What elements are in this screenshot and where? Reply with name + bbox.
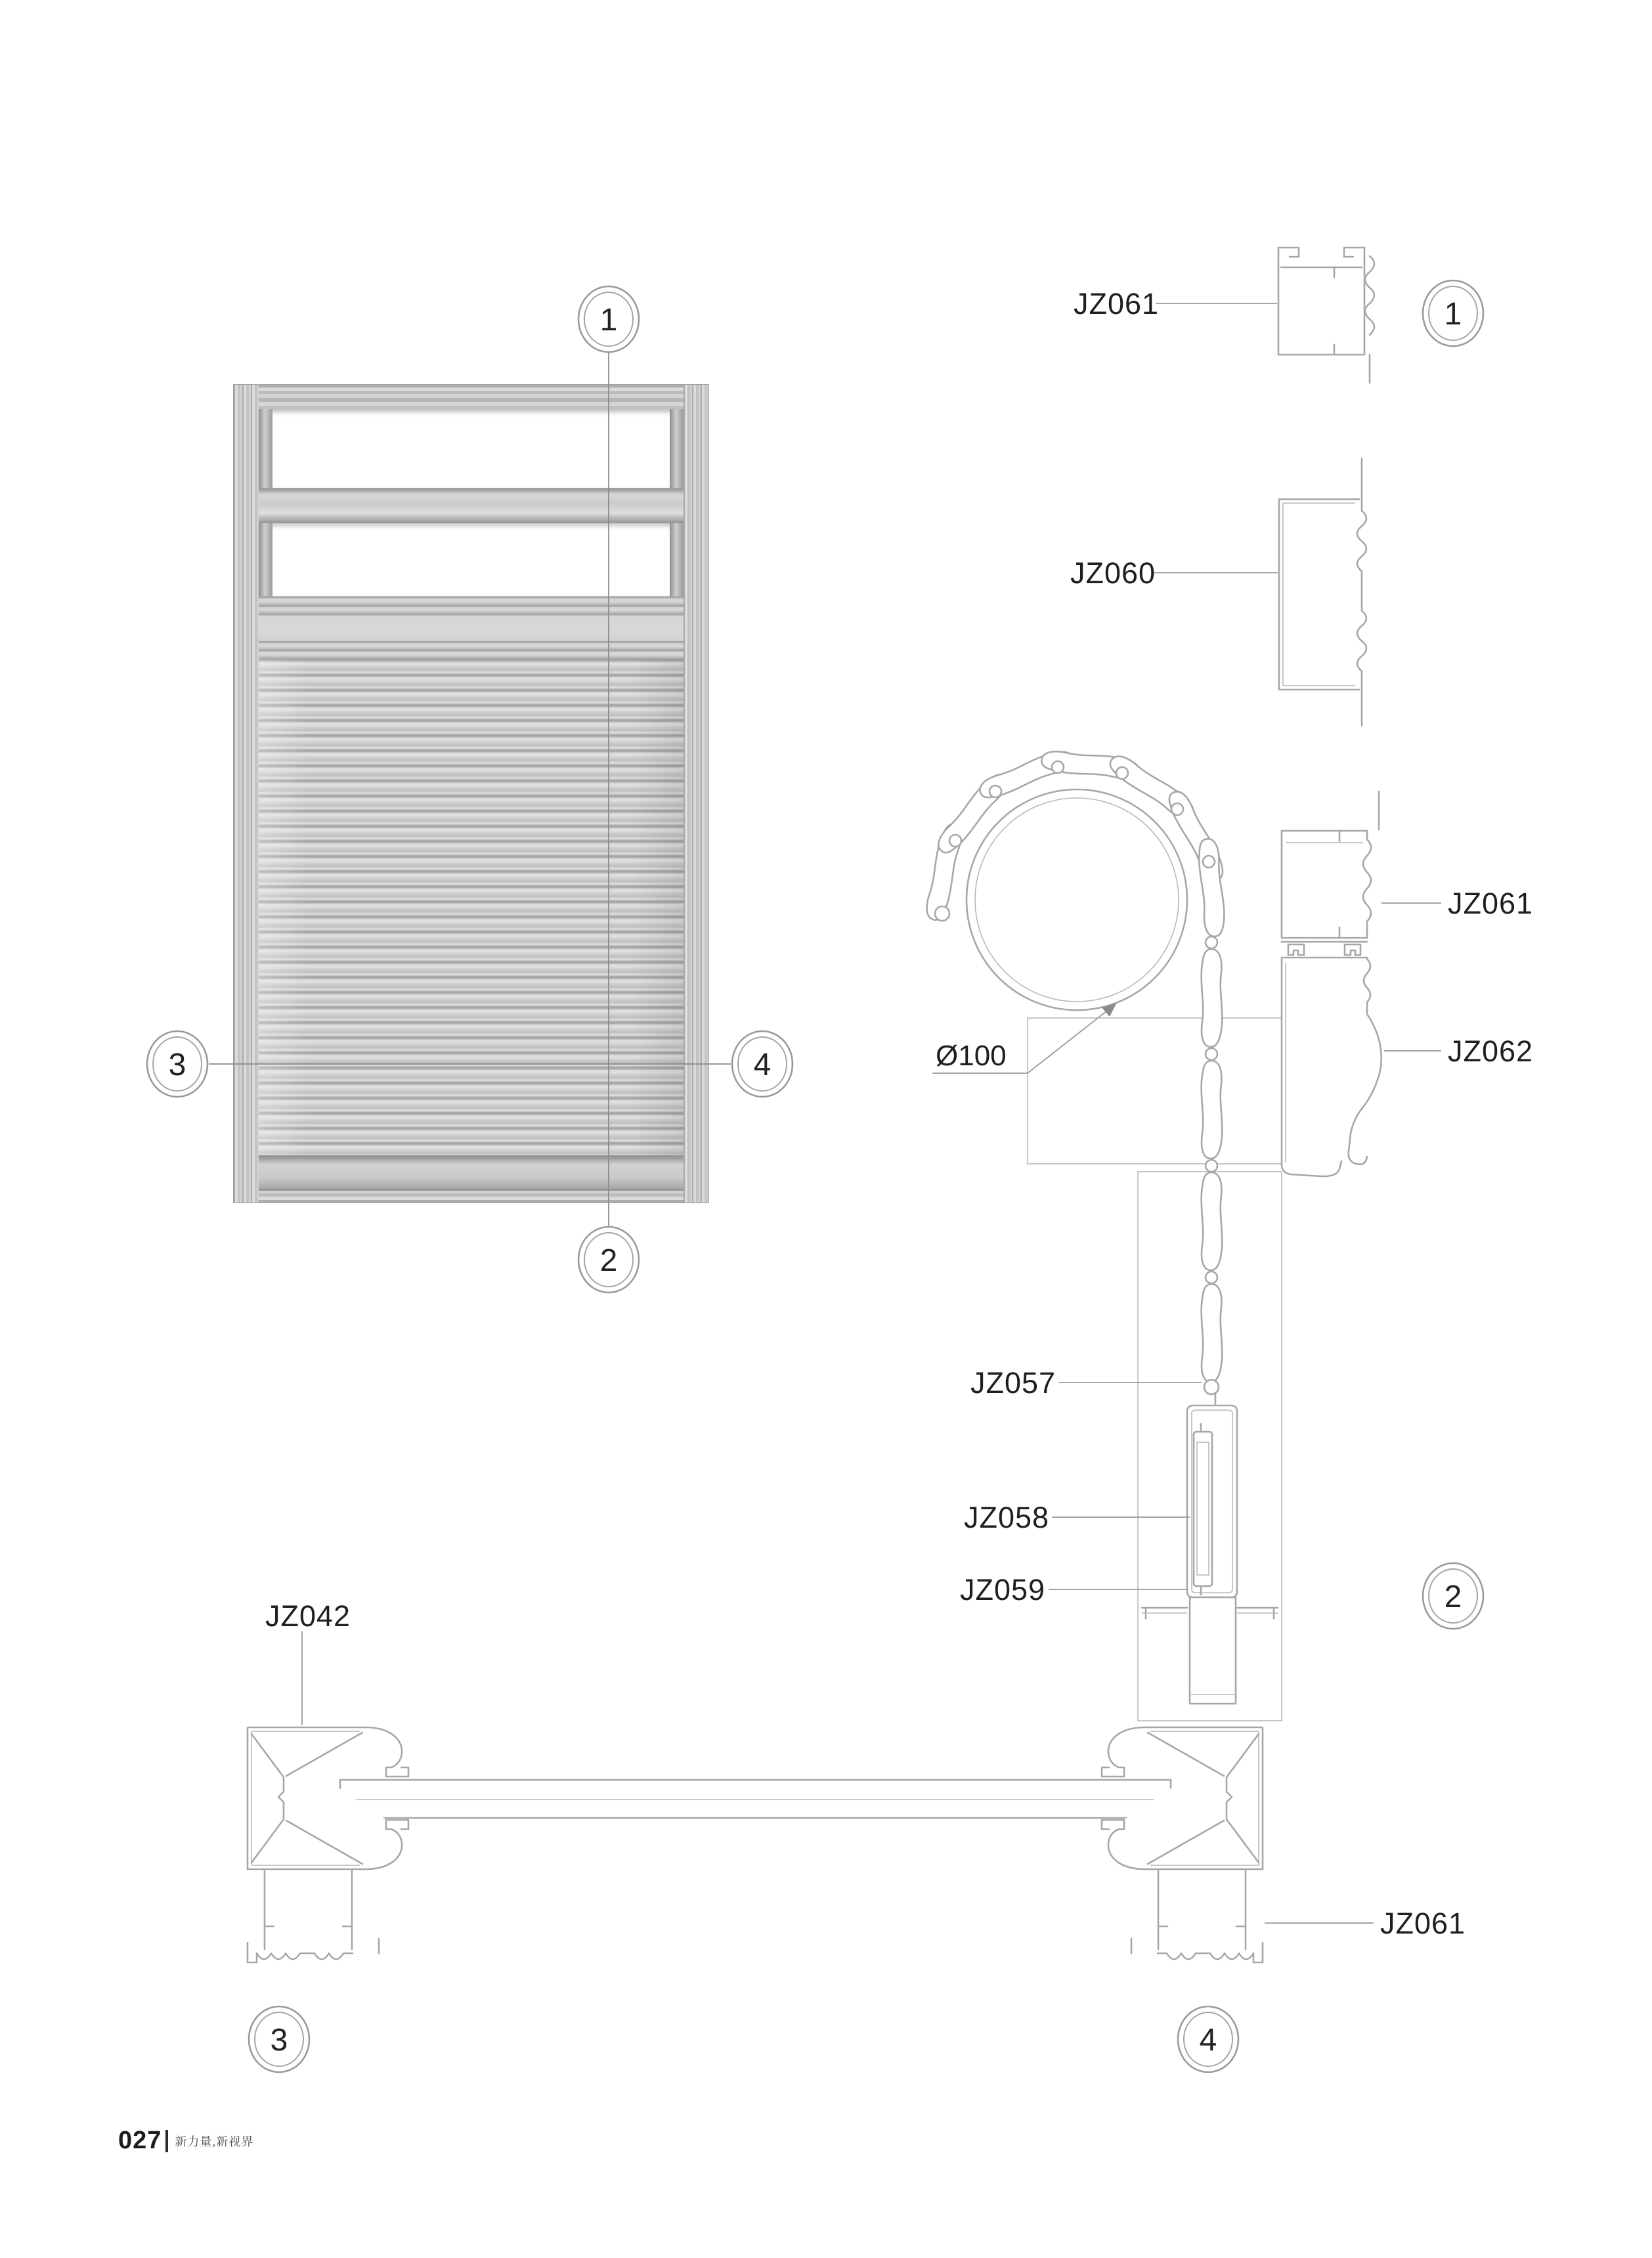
page-number: 027 [118, 2127, 162, 2154]
dimension-arrowhead [1102, 1004, 1116, 1017]
label-jz057: JZ057 [970, 1366, 1056, 1400]
label-jz061-frame: JZ061 [1380, 1907, 1466, 1940]
head-profile-right-hook [1344, 248, 1364, 257]
callout-detail-head [1423, 280, 1483, 346]
jz042-outline [248, 1727, 408, 1869]
roller-inner-circle [975, 798, 1179, 1002]
jz062-left-bottom [1282, 959, 1341, 1176]
jz060-body [1279, 499, 1359, 690]
callout-elevation-top [578, 286, 639, 352]
label-jz062: JZ062 [1448, 1034, 1534, 1068]
callout-number: 1 [599, 303, 618, 338]
label-jz061-track: JZ061 [1448, 887, 1534, 920]
chain-end-curl [935, 906, 949, 921]
label-jz042: JZ042 [265, 1599, 351, 1633]
bottom-bar-assembly [960, 1406, 1278, 1704]
lintel-boundary-box [1028, 1018, 1282, 1164]
page-footer [118, 2127, 253, 2155]
callout-elevation-left [147, 1031, 207, 1097]
callout-detail-shutter [1423, 1563, 1483, 1629]
callout-number: 3 [270, 2023, 288, 2058]
shutter-slat-chain-jz057 [923, 746, 1228, 1407]
left-sill-walls [265, 1871, 352, 1949]
right-sill-serration [1158, 1953, 1253, 1959]
roller-outer-circle [967, 789, 1187, 1010]
callout-number: 3 [168, 1048, 186, 1082]
jz062-right-contour [1349, 959, 1381, 1164]
callout-detail-jamb-left [249, 2006, 309, 2072]
callout-number: 1 [1444, 297, 1462, 332]
bottom-horizontal-section [248, 1599, 1466, 1962]
footer-divider [165, 2130, 168, 2152]
callout-number: 4 [753, 1048, 772, 1082]
roller-drum [967, 789, 1187, 1010]
callout-number: 4 [1199, 2023, 1217, 2058]
callout-elevation-bottom [578, 1227, 639, 1293]
right-jamb-outline [1102, 1727, 1263, 1869]
left-sill-serration [257, 1953, 353, 1959]
label-jz061-head: JZ061 [1074, 287, 1160, 321]
right-sill-hook [1253, 1943, 1263, 1962]
dimension-text: Ø100 [936, 1040, 1007, 1072]
callout-detail-jamb-right [1178, 2006, 1238, 2072]
right-sill-walls [1158, 1871, 1246, 1949]
head-profile-left-hook [1278, 248, 1299, 257]
infill-panel [340, 1780, 1171, 1818]
label-jz058: JZ058 [964, 1501, 1050, 1534]
jz058-insert [1194, 1432, 1212, 1586]
clip-left [1288, 944, 1304, 955]
roller-diameter-dimension [932, 1004, 1116, 1073]
clip-right [1345, 944, 1360, 955]
right-jamb-profile [1102, 1727, 1263, 1869]
detail-2-profile-jz061-track [1282, 791, 1533, 938]
section-lines [209, 351, 731, 1227]
jz060-body-inner [1283, 503, 1355, 686]
detail-jz060-profile [1070, 458, 1366, 726]
callout-elevation-right [732, 1031, 793, 1097]
left-sill-hook [248, 1943, 257, 1962]
detail-1-head-profile-jz061 [1074, 248, 1374, 383]
left-sill-profile [248, 1871, 379, 1962]
left-jamb-profile-jz042 [248, 1599, 408, 1869]
label-jz059: JZ059 [960, 1573, 1046, 1606]
callout-number: 2 [599, 1243, 618, 1278]
right-sill-profile-jz061 [1131, 1871, 1466, 1962]
profile-connector-clips [1282, 942, 1367, 958]
label-jz060: JZ060 [1070, 556, 1156, 590]
detail-2-profile-jz062 [1282, 959, 1533, 1176]
jz061-track-corrugation [1363, 831, 1371, 938]
head-profile-body [1278, 248, 1364, 355]
jz061-track-body [1282, 831, 1367, 938]
callout-number: 2 [1444, 1580, 1462, 1614]
footer-slogan: 新力量,新视界 [175, 2135, 254, 2148]
jz059-bottom-block [1190, 1597, 1236, 1704]
head-profile-corrugation [1365, 256, 1374, 335]
jz060-corrugated-edge [1357, 499, 1366, 690]
chain-bottom-curl [1204, 1380, 1219, 1394]
